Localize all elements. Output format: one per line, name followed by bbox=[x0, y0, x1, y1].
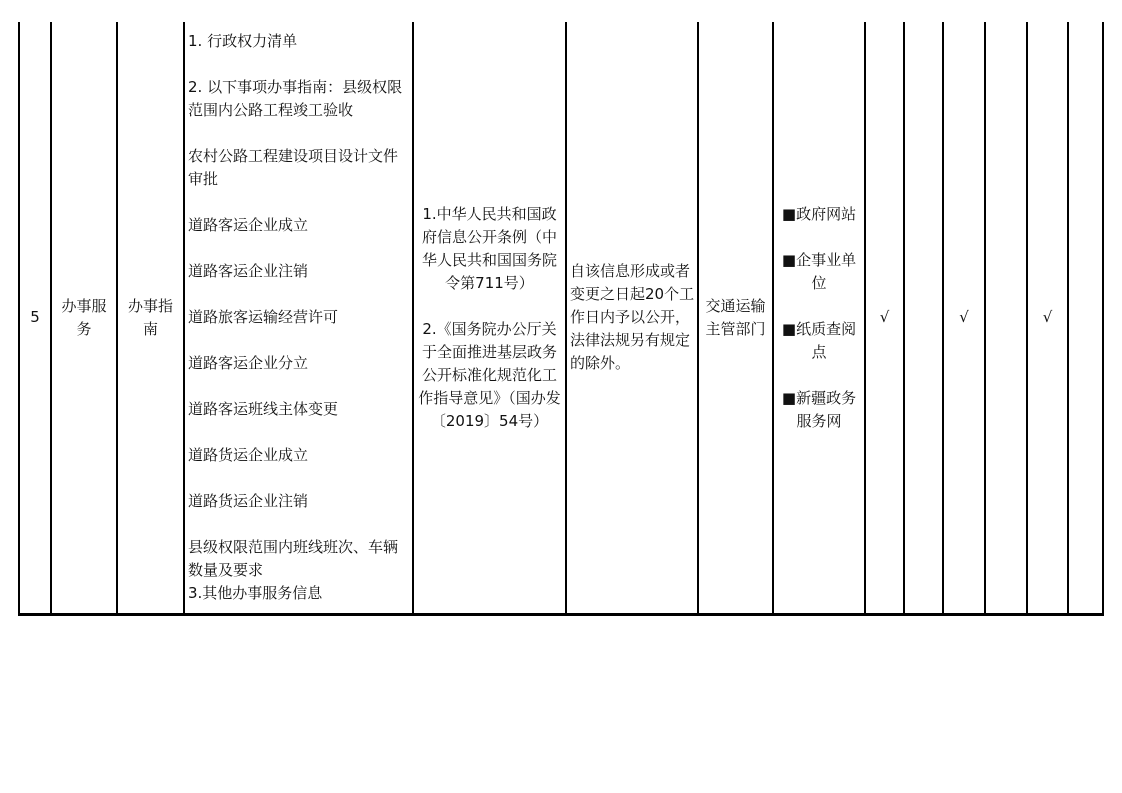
basis-item: 1.中华人民共和国政府信息公开条例（中华人民共和国国务院令第711号） bbox=[421, 204, 557, 292]
items-cell bbox=[184, 22, 413, 615]
items-list bbox=[185, 30, 412, 605]
list-item: 1. 行政权力清单 bbox=[188, 32, 298, 50]
checkmark-cell bbox=[1027, 22, 1068, 615]
checkmark: √ bbox=[959, 308, 969, 326]
channel-item: ■纸质查阅点 bbox=[781, 319, 857, 361]
list-item: 3.其他办事服务信息 bbox=[188, 584, 323, 602]
list-item: 道路旅客运输经营许可 bbox=[188, 308, 339, 326]
list-item: 农村公路工程建设项目设计文件审批 bbox=[188, 147, 399, 188]
checkmark: √ bbox=[1042, 308, 1053, 326]
list-item: 道路客运企业成立 bbox=[188, 216, 309, 234]
list-item: 2. 以下事项办事指南：县级权限范围内公路工程竣工验收 bbox=[188, 78, 403, 119]
checkmark-cell bbox=[865, 22, 904, 615]
channels-cell bbox=[773, 22, 865, 615]
category-cell bbox=[51, 22, 117, 615]
checkmark-cell bbox=[904, 22, 943, 615]
list-item: 道路客运企业注销 bbox=[188, 262, 309, 280]
subcategory-text: 办事指南 bbox=[127, 296, 173, 338]
checkmark-cell bbox=[985, 22, 1027, 615]
checkmark: √ bbox=[879, 308, 890, 326]
department-text: 交通运输主管部门 bbox=[705, 296, 766, 338]
checkmark-cell bbox=[943, 22, 985, 615]
row-index-cell bbox=[19, 22, 51, 615]
period-text: 自该信息形成或者变更之日起20个工作日内予以公开，法律法规另有规定的除外。 bbox=[570, 262, 695, 372]
basis-list bbox=[414, 203, 565, 433]
list-item: 县级权限范围内班线班次、车辆数量及要求 bbox=[188, 538, 399, 579]
checkmark-cell bbox=[1068, 22, 1103, 615]
row-index: 5 bbox=[30, 308, 40, 326]
channel-item: ■政府网站 bbox=[781, 204, 857, 223]
list-item: 道路客运企业分立 bbox=[188, 354, 309, 372]
channel-item: ■新疆政务服务网 bbox=[781, 388, 857, 430]
disclosure-table bbox=[18, 22, 1104, 616]
list-item: 道路货运企业成立 bbox=[188, 446, 309, 464]
period-cell bbox=[566, 22, 698, 615]
subcategory-cell bbox=[117, 22, 184, 615]
basis-item: 2.《国务院办公厅关于全面推进基层政务公开标准化规范化工作指导意见》（国办发〔2019〕54号） bbox=[418, 319, 561, 430]
department-cell bbox=[698, 22, 773, 615]
basis-cell bbox=[413, 22, 566, 615]
list-item: 道路客运班线主体变更 bbox=[188, 400, 339, 418]
category-text: 办事服务 bbox=[61, 296, 107, 338]
channels-list bbox=[774, 203, 864, 433]
table-row bbox=[19, 22, 1103, 615]
list-item: 道路货运企业注销 bbox=[188, 492, 309, 510]
channel-item: ■企事业单位 bbox=[781, 250, 857, 292]
